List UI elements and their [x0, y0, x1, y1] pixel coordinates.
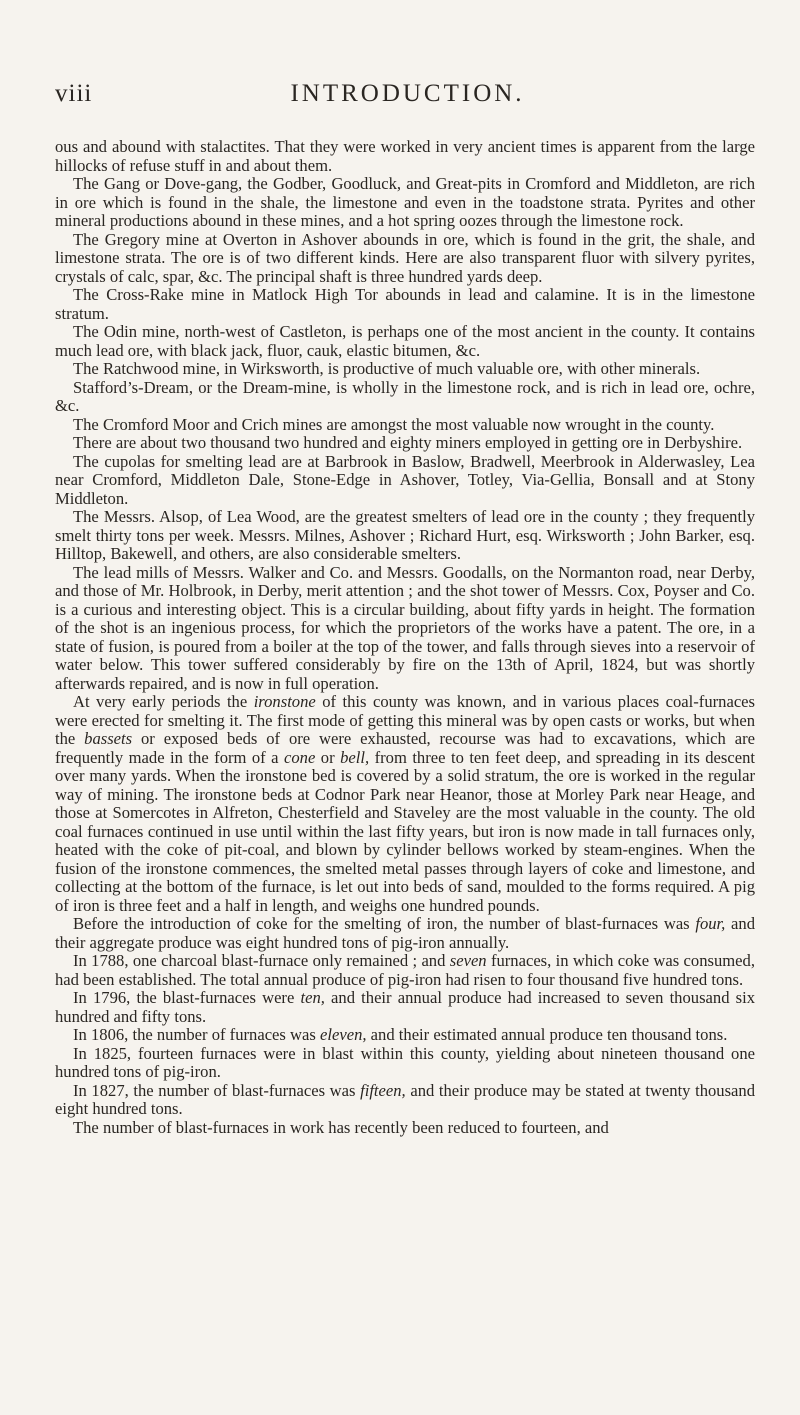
body-text [55, 138, 755, 1137]
paragraph [55, 360, 755, 379]
italic-text: bassets [84, 729, 133, 748]
text-run: The Gregory mine at Overton in Ashover abounds in ore, which is found in the grit, the shale, and limestone strata. The ore is of two different kinds. Here are also transparent fluor with silvery pyrites, crystals of calc, spar, &c. The principal shaft is three hundred yards deep. [55, 229, 755, 286]
running-head: INTRODUCTION. [290, 80, 525, 107]
paragraph [55, 952, 755, 989]
page-number: viii [55, 80, 93, 107]
text-run: and their produce may be stated at twenty thousand eight hundred tons. [55, 1080, 756, 1118]
text-run: furnaces, in which coke was consumed, had been established. The total annual produce of pig-iron had risen to four thousand five hundred tons. [55, 951, 755, 989]
paragraph [55, 1119, 755, 1138]
text-run: The Ratchwood mine, in Wirksworth, is productive of much valuable ore, with other minerals. [73, 359, 701, 378]
paragraph [55, 1045, 755, 1082]
text-run: Stafford’s-Dream, or the Dream-mine, is wholly in the limestone rock, and is rich in lead ore, ochre, &c. [55, 377, 755, 415]
text-run: In 1827, the number of blast-furnaces was [73, 1080, 361, 1100]
italic-text: seven [449, 951, 487, 970]
text-run: or exposed beds of ore were exhausted, recourse was had to excavations, which are frequently made in the form of a [55, 729, 755, 767]
paragraph [55, 693, 755, 915]
text-run: The Cromford Moor and Crich mines are amongst the most valuable now wrought in the county. [73, 414, 715, 434]
text-run: from three to ten feet deep, and spreading in its descent over many yards. When the ironstone bed is covered by a solid stratum, the ore is worked in the regular way of mining. The ironstone beds at Codnor Park near Heanor, those at Morley Park near Heage, and those at Somercotes in Alfreton, Chesterfield and Staveley are the most valuable in the county. The old coal furnaces continued in use until within the last fifty years, but iron is now made in tall furnaces only, heated with the coke of pit-coal, and blown by cylinder bellows worked by steam-engines. When the fusion of the ironstone commences, the smelted metal passes through layers of coke and limestone, and collecting at the bottom of the furnace, is let out into beds of sand, moulded to the forms required. A pig of iron is three feet and a half in length, and weighs one hundred pounds. [55, 747, 756, 915]
page-header [55, 80, 740, 120]
text-run: In 1796, the blast-furnaces were [73, 988, 301, 1007]
paragraph [55, 564, 755, 694]
text-run: In 1825, fourteen furnaces were in blast within this county, yielding about nineteen thousand one hundred tons of pig-iron. [55, 1043, 755, 1081]
italic-text: ten, [300, 988, 325, 1007]
italic-text: eleven, [320, 1025, 367, 1044]
paragraph [55, 989, 755, 1026]
paragraph [55, 379, 755, 416]
text-run: There are about two thousand two hundred and eighty miners employed in getting ore in Derbyshire. [73, 433, 743, 452]
text-run: and their aggregate produce was eight hundred tons of pig-iron annually. [55, 914, 755, 952]
text-run: Before the introduction of coke for the smelting of iron, the number of blast-furnaces was [73, 914, 696, 933]
text-run: The Cross-Rake mine in Matlock High Tor abounds in lead and calamine. It is in the limestone stratum. [55, 285, 755, 323]
paragraph [55, 138, 755, 175]
text-run: The cupolas for smelting lead are at Barbrook in Baslow, Bradwell, Meerbrook in Alderwasley, Lea near Cromford, Middleton Dale, Stone-Edge in Ashover, Totley, Via-Gellia, Bonsall and at Stony Middleton. [55, 451, 755, 508]
text-run: In 1788, one charcoal blast-furnace only remained ; and [73, 951, 450, 970]
paragraph [55, 286, 755, 323]
paragraph [55, 1026, 755, 1045]
italic-text: bell, [340, 747, 370, 767]
paragraph [55, 434, 755, 453]
text-run: The lead mills of Messrs. Walker and Co. and Messrs. Goodalls, on the Normanton road, near Derby, and those of Mr. Holbrook, in Derby, merit attention ; and the shot tower of Messrs. Cox, Poyser and Co. is a curious and interesting object. This is a circular building, about fifty yards in height. The formation of the shot is an ingenious process, for which the proprietors of the works have a patent. The ore, in a state of fusion, is poured from a boiler at the top of the tower, and falls through sieves into a reservoir of water below. This tower suffered considerably by fire on the 13th of April, 1824, but was shortly afterwards repaired, and is now in full operation. [55, 562, 755, 693]
text-run: The Gang or Dove-gang, the Godber, Goodluck, and Great-pits in Cromford and Middleton, are rich in ore which is found in the shale, the limestone and even in the toadstone strata. Pyrites and other mineral productions abound in these mines, and a hot spring oozes through the limestone rock. [55, 174, 755, 230]
text-run: In 1806, the number of furnaces was [73, 1025, 320, 1044]
text-run: The number of blast-furnaces in work has recently been reduced to fourteen, and [73, 1117, 609, 1137]
italic-text: cone [284, 747, 316, 767]
paragraph [55, 231, 755, 287]
paragraph [55, 915, 755, 952]
text-run: The Messrs. Alsop, of Lea Wood, are the greatest smelters of lead ore in the county ; they frequently smelt thirty tons per week. Messrs. Milnes, Ashover ; Richard Hurt, esq. Wirksworth ; John Barker, esq. Hilltop, Bakewell, and others, are also considerable smelters. [55, 507, 755, 563]
italic-text: four, [695, 914, 726, 933]
paragraph [55, 453, 755, 509]
text-run: ous and abound with stalactites. That they were worked in very ancient times is apparent from the large hillocks of refuse stuff in and about them. [55, 137, 755, 175]
text-run: of this county was known, and in various places coal-furnaces were erected for smelting it. The first mode of getting this mineral was by open casts or works, but when the [55, 692, 756, 748]
text-run: The Odin mine, north-west of Castleton, is perhaps one of the most ancient in the county. It contains much lead ore, with black jack, fluor, cauk, elastic bitumen, &c. [55, 322, 755, 360]
paragraph [55, 1082, 755, 1119]
paragraph [55, 416, 755, 435]
italic-text: fifteen, [360, 1080, 406, 1100]
italic-text: ironstone [253, 692, 316, 711]
text-run: and their estimated annual produce ten thousand tons. [366, 1025, 728, 1044]
paragraph [55, 508, 755, 564]
text-run: At very early periods the [73, 692, 254, 711]
paragraph [55, 175, 755, 231]
text-run: or [315, 747, 341, 767]
paragraph [55, 323, 755, 360]
text-run: and their annual produce had increased to seven thousand six hundred and fifty tons. [55, 988, 755, 1026]
